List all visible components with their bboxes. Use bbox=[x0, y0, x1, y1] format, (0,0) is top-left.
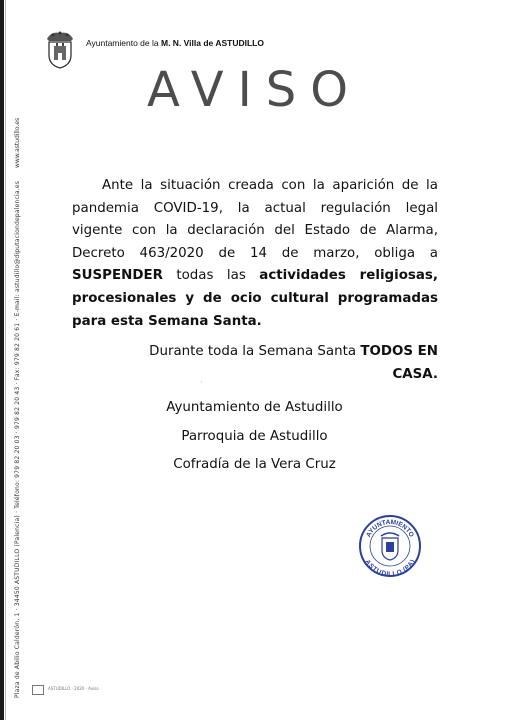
sidebar-address: Plaza de Abilio Calderón, 1 · 34450 ASTUDILLO (Palencia) · Teléfono: 979 82 20 03 · 979 82 20 43 · Fax: 979 82 20 61 · E-mail: astudillo@diputaciondepalencia.es bbox=[14, 180, 21, 698]
stamp-crest-icon bbox=[381, 533, 399, 560]
stay-home-emphasis: TODOS EN CASA. bbox=[360, 344, 438, 382]
letterhead-prefix: Ayuntamiento de la bbox=[86, 38, 159, 48]
activities-emphasis: actividades religiosas, procesionales y de ocio cultural programadas para esta Semana Santa. bbox=[72, 268, 438, 329]
svg-text:ASTUDILLO (PA) bbox=[364, 559, 417, 578]
letterhead-name: M. N. Villa de ASTUDILLO bbox=[161, 38, 264, 48]
paragraph-main-text-1: Ante la situación creada con la aparición de la pandemia COVID-19, la actual regulación legal vigente con la declaración del Estado de Alarma, Decreto 463/2020 de 14 de marzo, obliga a bbox=[72, 178, 438, 261]
letterhead bbox=[86, 38, 264, 48]
official-stamp bbox=[358, 514, 422, 578]
paragraph-main bbox=[72, 175, 438, 333]
signature-parroquia: Parroquia de Astudillo bbox=[181, 429, 328, 444]
suspend-emphasis: SUSPENDER bbox=[72, 268, 163, 284]
notice-body bbox=[72, 175, 438, 386]
signature-ayuntamiento: Ayuntamiento de Astudillo bbox=[166, 400, 343, 415]
scan-speck: · bbox=[200, 378, 203, 387]
footer-logo-icon bbox=[32, 685, 44, 695]
footer-text: ASTUDILLO · 2020 · Aviso bbox=[48, 686, 99, 691]
paragraph-main-text-2: todas las bbox=[162, 268, 260, 284]
page-title: AVISO bbox=[146, 62, 362, 118]
sidebar-website: www.astudillo.es bbox=[14, 117, 21, 168]
stay-home-text: Durante toda la Semana Santa bbox=[149, 344, 361, 360]
stamp-top-text: AYUNTAMIENTO bbox=[365, 518, 415, 539]
signature-cofradia: Cofradía de la Vera Cruz bbox=[173, 457, 336, 472]
paragraph-stay-home bbox=[72, 341, 438, 386]
stamp-bottom-text: ASTUDILLO (PA) bbox=[363, 558, 417, 578]
